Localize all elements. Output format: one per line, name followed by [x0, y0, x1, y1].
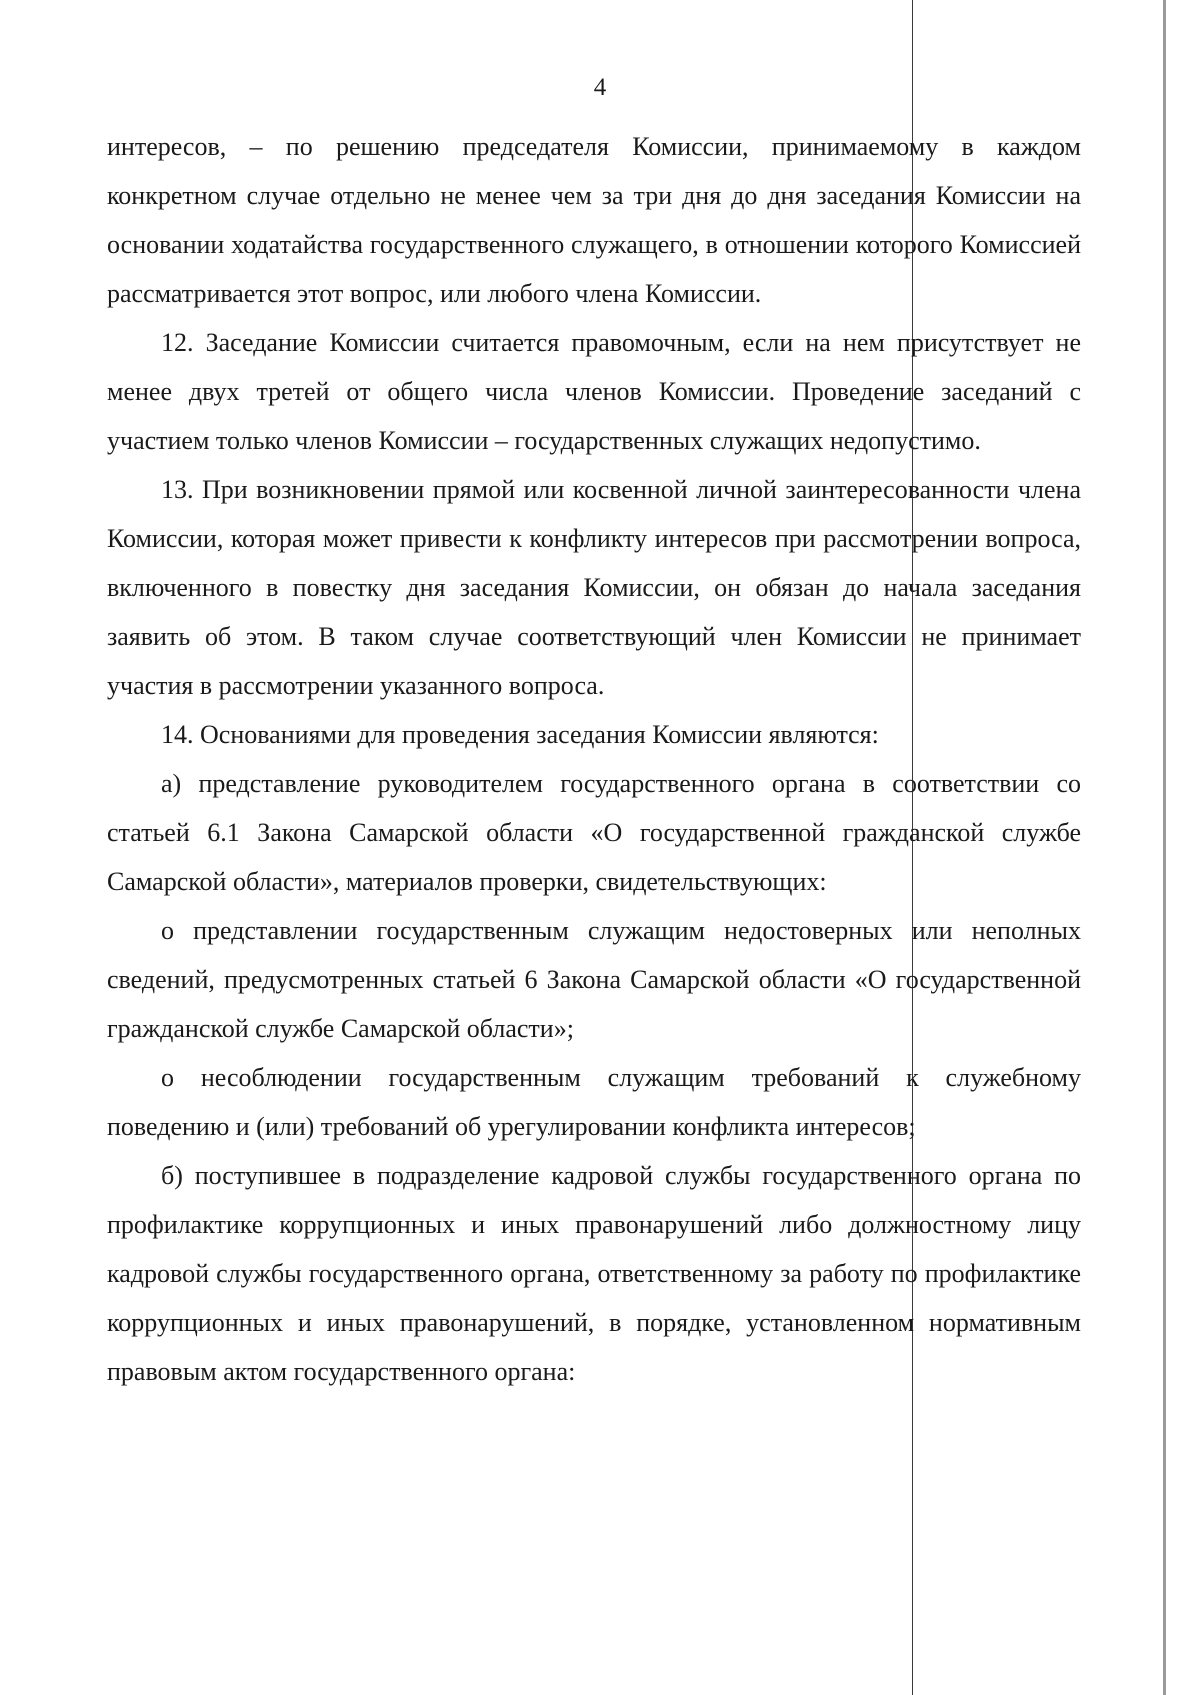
- paragraph-bullet-non-compliance: о несоблюдении государственным служащим требований к служебному поведению и (или) требований об урегулировании конфликта интересов;: [107, 1063, 1081, 1141]
- document-body: [107, 122, 1081, 1396]
- paragraph-subitem-a: а) представление руководителем государственного органа в соответствии со статьей 6.1 Закона Самарской области «О государственной гражданской службе Самарской области», материалов проверки, свидетельствующих:: [107, 769, 1081, 896]
- paragraph-item-13: 13. При возникновении прямой или косвенной личной заинтересованности члена Комиссии, которая может привести к конфликту интересов при рассмотрении вопроса, включенного в повестку дня заседания Комиссии, он обязан до начала заседания заявить об этом. В таком случае соответствующий член Комиссии не принимает участия в рассмотрении указанного вопроса.: [107, 475, 1081, 700]
- paragraph-subitem-b: б) поступившее в подразделение кадровой службы государственного органа по профилактике коррупционных и иных правонарушений либо должностному лицу кадровой службы государственного органа, ответственному за работу по профилактике коррупционных и иных правонарушений, в порядке, установленном нормативным правовым актом государственного органа:: [107, 1161, 1081, 1386]
- paragraph-bullet-false-info: о представлении государственным служащим недостоверных или неполных сведений, предусмотренных статьей 6 Закона Самарской области «О государственной гражданской службе Самарской области»;: [107, 916, 1081, 1043]
- paragraph-item-14: 14. Основаниями для проведения заседания Комиссии являются:: [161, 720, 879, 749]
- scan-edge-line: [1163, 0, 1166, 1695]
- page-number: 4: [593, 74, 607, 101]
- paragraph-continuation: интересов, – по решению председателя Комиссии, принимаемому в каждом конкретном случае отдельно не менее чем за три дня до дня заседания Комиссии на основании ходатайства государственного служащего, в отношении которого Комиссией рассматривается этот вопрос, или любого члена Комиссии.: [107, 132, 1081, 308]
- paragraph-item-12: 12. Заседание Комиссии считается правомочным, если на нем присутствует не менее двух третей от общего числа членов Комиссии. Проведение заседаний с участием только членов Комиссии – государственных служащих недопустимо.: [107, 328, 1081, 455]
